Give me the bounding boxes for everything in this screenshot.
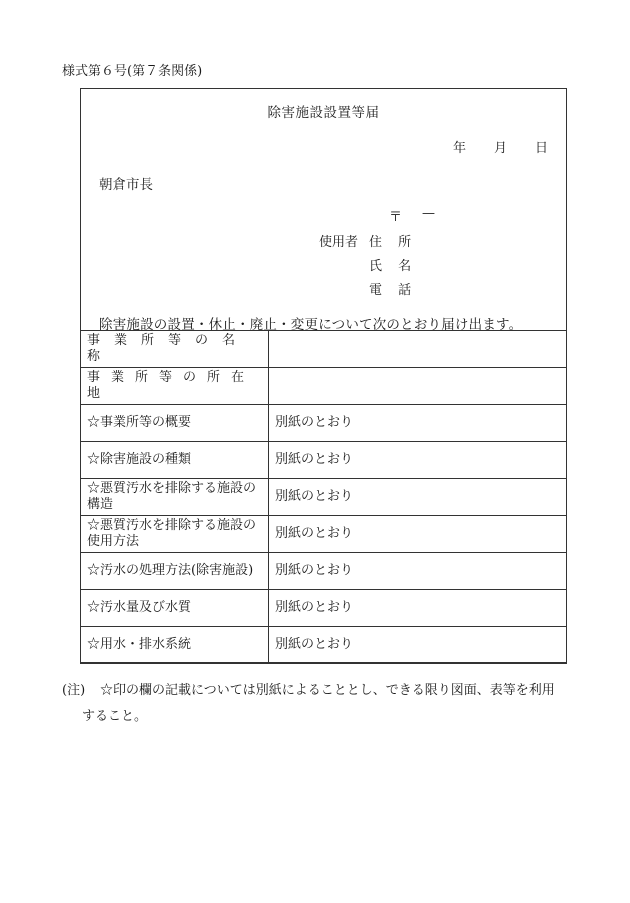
table-row [81,516,567,553]
row-label: 事業所等の所在地 [81,368,269,405]
form-header [81,89,566,331]
row-value: 別紙のとおり [269,627,567,664]
table-row [81,368,567,405]
table-row [81,627,567,664]
document-title: 除害施設設置等届 [267,105,380,121]
name-label: 氏 名 [369,259,418,274]
notification-form [80,88,567,663]
footnote-line-2: すること。 [82,709,148,724]
applicant-label: 使用者 [319,235,359,250]
month-label: 月 [493,141,507,156]
row-label: 事業所等の名称 [81,331,269,368]
row-value: 別紙のとおり [269,479,567,516]
table-row [81,590,567,627]
table-row [81,442,567,479]
notice-text: 除害施設の設置・休止・廃止・変更について次のとおり届け出ます。 [99,317,523,333]
footnote-line-1 [62,678,562,704]
row-label: ☆汚水量及び水質 [81,590,269,627]
table-row [81,405,567,442]
items-table [80,330,567,664]
addressee: 朝倉市長 [99,177,153,193]
address-label: 住 所 [369,235,418,250]
phone-label: 電 話 [369,283,418,298]
row-value: 別紙のとおり [269,405,567,442]
row-label: ☆事業所等の概要 [81,405,269,442]
postal-dash: — [422,206,436,221]
row-value: 別紙のとおり [269,442,567,479]
table-row [81,553,567,590]
date-line [453,137,548,156]
day-label: 日 [534,141,548,156]
footnote [62,678,562,730]
row-label: ☆除害施設の種類 [81,442,269,479]
footnote-mark: (注) [62,683,86,698]
row-label: ☆用水・排水系統 [81,627,269,664]
postal-code-line [389,206,435,225]
table-row [81,479,567,516]
row-value: 別紙のとおり [269,516,567,553]
table-row [81,331,567,368]
row-value: 別紙のとおり [269,553,567,590]
row-label: ☆汚水の処理方法(除害施設) [81,553,269,590]
form-number: 様式第６号(第７条関係) [62,64,203,79]
footnote-text-1: ☆印の欄の記載については別紙によることとし、できる限り図面、表等を利用 [100,683,555,698]
row-value [269,368,567,405]
row-value [269,331,567,368]
year-label: 年 [452,141,466,156]
postal-mark: 〒 [389,210,403,225]
row-label: ☆悪質汚水を排除する施設の構造 [81,479,269,516]
row-label: ☆悪質汚水を排除する施設の使用方法 [81,516,269,553]
row-value: 別紙のとおり [269,590,567,627]
